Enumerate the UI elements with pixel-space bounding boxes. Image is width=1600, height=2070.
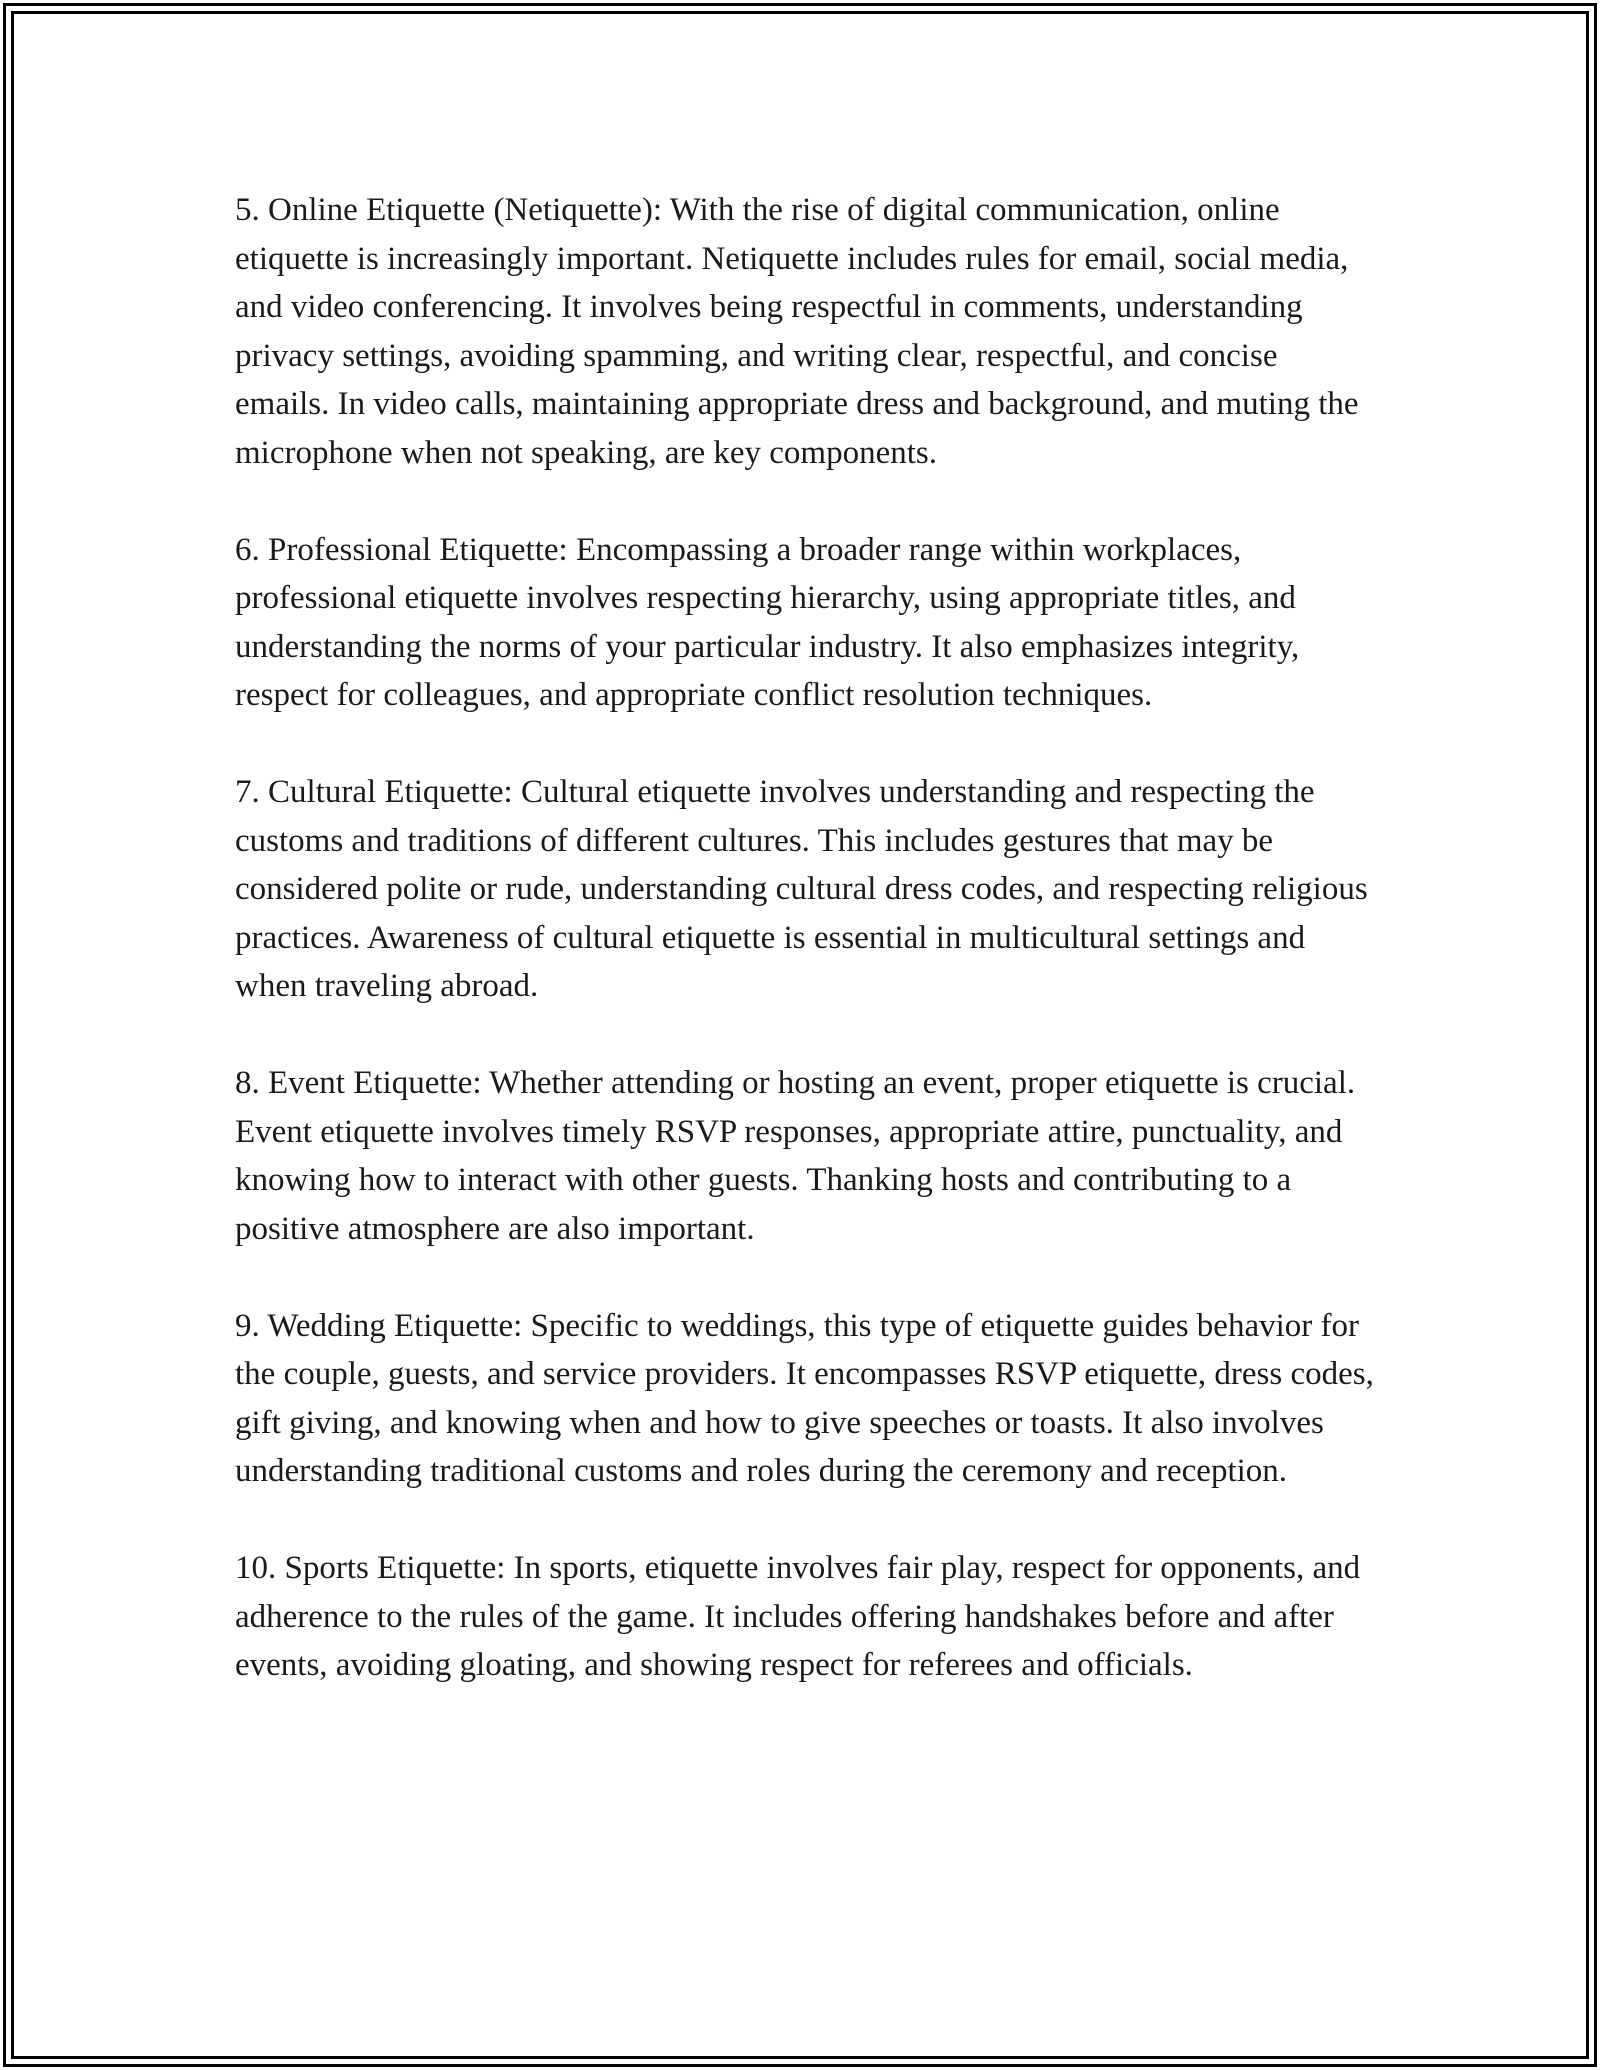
paragraph-professional-etiquette: 6. Professional Etiquette: Encompassing a broader range within workplaces, professional etiquette involves respecting hierarchy, using appropriate titles, and understanding the norms of your particular industry. It also emphasizes integrity, respect for colleagues, and appropriate conflict resolution techniques. (235, 531, 1300, 713)
paragraph-event-etiquette: 8. Event Etiquette: Whether attending or hosting an event, proper etiquette is crucial. Event etiquette involves timely RSVP responses, appropriate attire, punctuality, and knowing how to interact with other guests. Thanking hosts and contributing to a positive atmosphere are also important. (235, 1065, 1356, 1247)
paragraph-online-etiquette: 5. Online Etiquette (Netiquette): With the rise of digital communication, online etiquette is increasingly important. Netiquette includes rules for email, social media, and video conferencing. It involves being respectful in comments, understanding privacy settings, avoiding spamming, and writing clear, respectful, and concise emails. In video calls, maintaining appropriate dress and background, and muting the microphone when not speaking, are key components. (235, 192, 1359, 471)
paragraph-wedding-etiquette: 9. Wedding Etiquette: Specific to weddings, this type of etiquette guides behavior for the couple, guests, and service providers. It encompasses RSVP etiquette, dress codes, gift giving, and knowing when and how to give speeches or toasts. It also involves understanding traditional customs and roles during the ceremony and reception. (235, 1307, 1374, 1489)
paragraph-cultural-etiquette: 7. Cultural Etiquette: Cultural etiquette involves understanding and respecting the customs and traditions of different cultures. This includes gestures that may be considered polite or rude, understanding cultural dress codes, and respecting religious practices. Awareness of cultural etiquette is essential in multicultural settings and when traveling abroad. (235, 774, 1368, 1004)
document-body (235, 186, 1375, 1690)
paragraph-sports-etiquette: 10. Sports Etiquette: In sports, etiquette involves fair play, respect for opponents, and adherence to the rules of the game. It includes offering handshakes before and after events, avoiding gloating, and showing respect for referees and officials. (235, 1550, 1361, 1683)
